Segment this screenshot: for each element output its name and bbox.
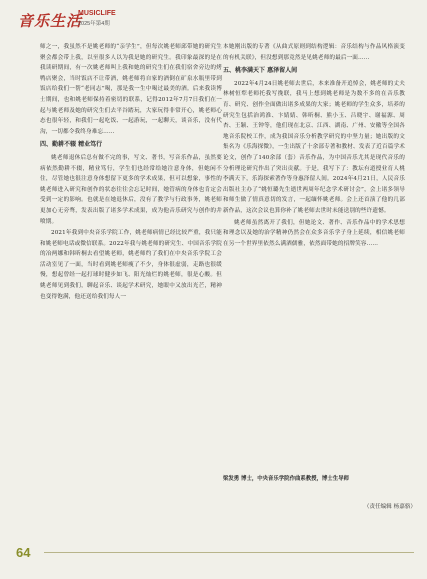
magazine-logo-en: MUSICLIFE	[78, 10, 116, 17]
right-column	[223, 42, 405, 250]
section-heading-4: 四、勤耕不辍 精业笃行	[40, 141, 103, 149]
issue-label: 2025年第4期	[78, 21, 110, 27]
editor-credit: （责任编辑 杨嘉骆）	[363, 504, 416, 510]
left-column	[40, 42, 222, 303]
magazine-logo: 音乐生活	[18, 12, 83, 30]
page-number: 64	[16, 545, 31, 560]
right-paragraph-3: 姚老师虽然离开了我们，但她论文、著作、音乐作品中的学术思想和理念以及她的治学精神仍然会在众多音乐学子身上延续，相信姚老师在另一个世界里依然么满洒儒雅，依然面带她的招牌笑容……	[223, 219, 405, 247]
right-paragraph-2: 2022年4月24日姚老师去世后，本来准备开追悼会，姚老师的丈夫林树恒犁老师托我写挽联，我马上想到姚老师是为数不多的在音乐教育、研究、创作全面做出诸多成果的大家；姚老师的学生众多，培养的研究生包括治鸿淮、卞婧婧、韩昕桐、熊小玉、吕晓宇、谢福源、周杏、王颖、王钟等，他们现在北京、江西、湖南、广州、安徽等全国各地音乐院校工作，成为我国音乐分析教学研究的中坚力量；她出版的文集名为《乐海探微》，一生出版了十余部专著和教材、发表了近百篇学术论文，创作了140余部（套）音乐作品，为中国音乐尤其是现代音乐的分析理论研究作出了突出贡献。于是，我写下了：教坛有道授业育人桃李满天下，乐海探索著作等身惠泽留人间。2024年4月21日，人民音乐出版社主办了“姚恒璐先生逝世两周年纪念学术研讨会”，会上诸多领导和师生做了情真意切的发言，一起缅怀姚老师。会上还首演了他的几部新作品，这次会议也算你补了姚老师去世时未能送别的些许遗憾。	[223, 80, 405, 214]
section-heading-5: 五、桃李满天下 惠泽留人间	[223, 67, 298, 75]
left-paragraph-2: 姚老师退休后总有做不完的事，写文、著书，写音乐作品，虽然要病依然勤耕不辍，精业笃行，学生们也经常给她注意身体，但她闲不住，尽管她也很注意身体想留下更多的学术成果，但可以想象，事性的姚老师进入研究和创作的状态往往会忘记时间，她管病的身体也肯定会受到一定的影响。也就是在她退休后，没有了教学与行政事务，姚老师更加心无旁骛，发表出版了诸多学术成果，成为他音乐研究与创作的井喷期。	[40, 154, 222, 225]
page-header	[0, 0, 427, 40]
footer-divider	[44, 552, 414, 553]
author-bio: 梁发勇 博士，中央音乐学院作曲系教授，博士生导师	[223, 476, 349, 482]
right-paragraph-1: 本她刚出版的专著《从曲式原则到结构逻辑：音乐结构与作品风格演变的有机关联》，但没想到那竟然是见姚老师的最后一面……	[223, 44, 405, 61]
left-paragraph-1: 师之一，我虽然不是姚老师的“亲学生”，但每次姚老师邱带她的研究生聚会都会带上我，以至很多人以为我是她的研究生。我印象最深的是在我读研期间，有一次姚老师叫上我和她的研究生们在我们宿舍旁边的烤鸭店聚会，当时饭店不让带酒，姚老师将自家的酒倒在矿泉水瓶里带到饭店给我们一帮“老同志”喝，那是我一生中喝过最美的酒。后来我读博士期间，也和姚老师保持着密切的联系，记得2012年7月7日我们在一起与姚老师及她的研究生们去平谷踏玩，大家玩得非常开心，姚老师心态也很年轻，和我们一起吃饭、一起游玩，一起聊天，谈音乐，没有代沟，一切都令我终身难忘……	[40, 44, 222, 135]
left-paragraph-3: 2021年我到中央音乐学院工作，姚老师病情已经比较严重，我只能和姚老师电话或微信联系。2022年我与姚老师的研究生、中国音乐学院的冶两娜和韩昕桐去看望姚老师，姚老师约了我们在中央音乐学院工会活动室见了一面，当时看到姚老师瘦了不少，身体很虚弱，走路也很缓慢，想起曾经一起打球时健步如飞、阳光灿烂的姚老师，很是心酸。但姚老师见到我们，聊起音乐、谈起学术研究，她眼中又放出光芒，精神也变得饱满，他还送给我们每人一	[40, 230, 222, 300]
